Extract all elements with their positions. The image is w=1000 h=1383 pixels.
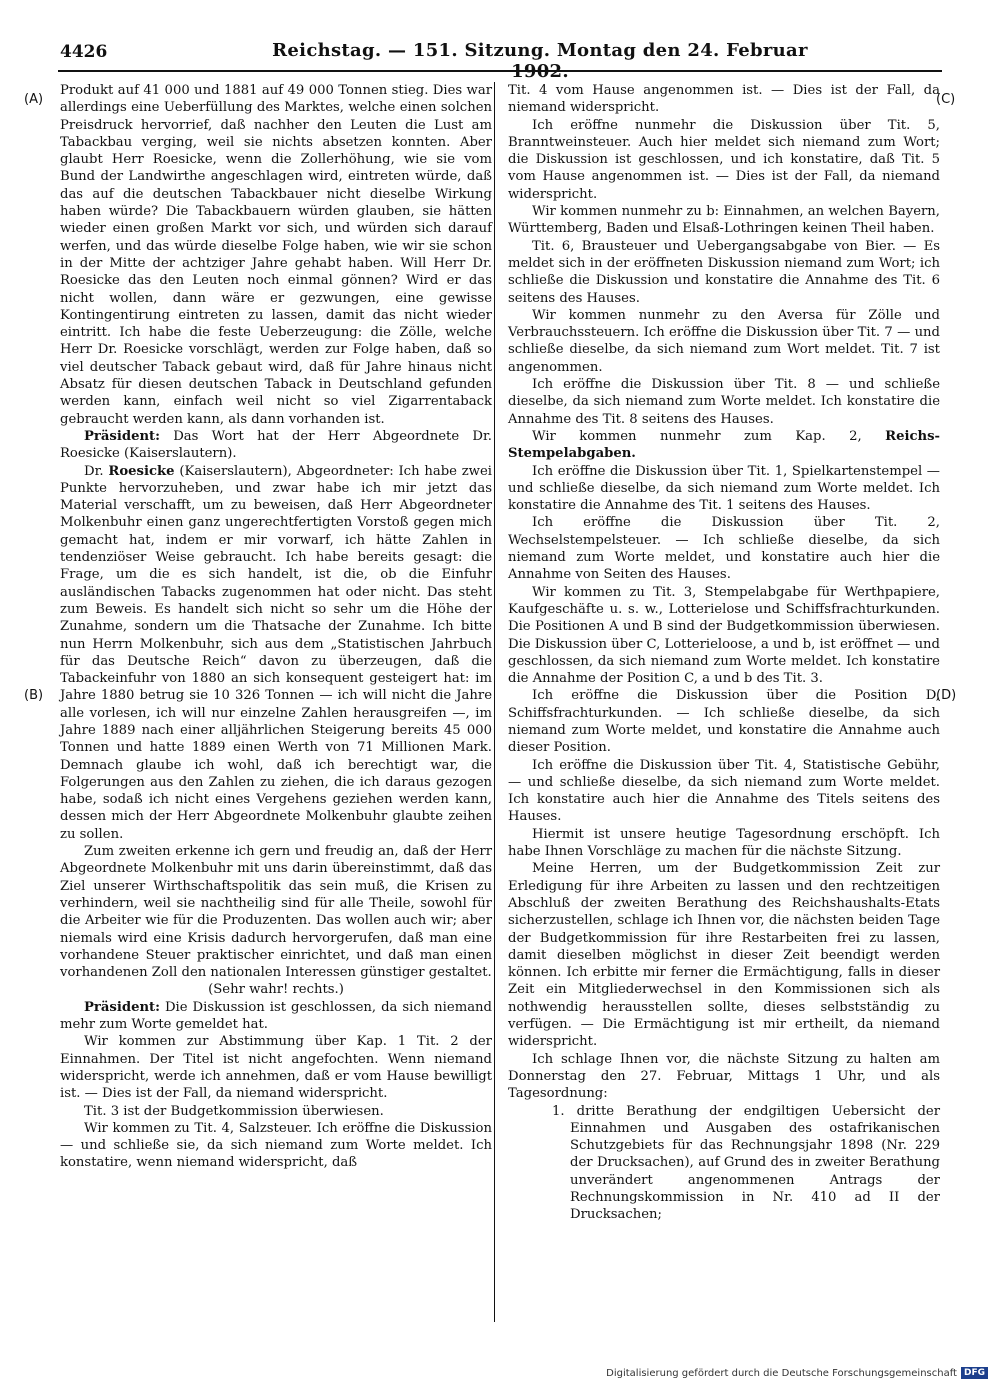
paragraph: Präsident: Die Diskussion ist geschlossen, da sich niemand mehr zum Worte gemeldet hat. xyxy=(60,999,492,1033)
paragraph: Tit. 6, Brausteuer und Uebergangsabgabe von Bier. — Es meldet sich in der eröffneten Diskussion niemand zum Wort; ich schließe die Diskussion und konstatire die Annahme des Tit. 6 seitens des Hauses. xyxy=(508,238,940,306)
paragraph: Ich eröffne die Diskussion über Tit. 4, Statistische Gebühr, — und schließe dieselbe, da sich niemand zum Worte meldet. Ich konstatire auch hier die Annahme des Titels seitens des Hauses. xyxy=(508,757,940,825)
margin-marker-d: (D) xyxy=(936,688,957,703)
paragraph: Ich eröffne die Diskussion über die Position D, Schiffsfrachturkunden. — Ich schließe dieselbe, da sich niemand zum Worte meldet, und konstatire die Annahme auch dieser Position. xyxy=(508,688,940,756)
dfg-logo-icon: DFG xyxy=(961,1367,988,1379)
speaker-name: Präsident: xyxy=(84,999,161,1015)
speaker-name: Roesicke xyxy=(108,463,175,479)
paragraph: Tit. 3 ist der Budgetkommission überwiesen. xyxy=(84,1103,384,1119)
paragraph: Wir kommen zur Abstimmung über Kap. 1 Tit. 2 der Einnahmen. Der Titel ist nicht angefochten. Wenn niemand widerspricht, werde ich annehmen, daß er vom Hause bewilligt ist. — Dies ist der Fall, da niemand widerspricht. xyxy=(60,1034,492,1102)
paragraph: Ich eröffne die Diskussion über Tit. 8 — und schließe dieselbe, da sich niemand zum Worte meldet. Ich konstatire die Annahme des Tit. 8 seitens des Hauses. xyxy=(508,377,940,427)
agenda-item: 1. dritte Berathung der endgiltigen Uebersicht der Einnahmen und Ausgaben des ostafrikanischen Schutzgebiets für das Rechnungsjahr 1898 (Nr. 229 der Drucksachen), auf Grund des in zweiter Berathung unverändert angenommenen Antrags der Rechnungskommission in Nr. 410 ad II der Drucksachen; xyxy=(552,1103,940,1223)
footer-text: Digitalisierung gefördert durch die Deutsche Forschungsgemeinschaft xyxy=(606,1367,957,1379)
margin-marker-b: (B) xyxy=(24,688,44,703)
paragraph: Wir kommen zu Tit. 4, Salzsteuer. Ich eröffne die Diskussion — und schließe sie, da sich niemand zum Worte meldet. Ich konstatire, wenn niemand widerspricht, daß xyxy=(60,1120,492,1171)
paragraph: Wir kommen zu Tit. 3, Stempelabgabe für Werthpapiere, Kaufgeschäfte u. s. w., Lotterielose und Schiffsfrachturkunden. Die Positionen A und B sind der Budgetkommission überwiesen. Die Diskussion über C, Lotterieloose, a und b, ist eröffnet — und geschlossen, da sich niemand zum Worte meldet. Ich konstatire die Annahme der Position C, a und b des Tit. 3. xyxy=(508,584,940,687)
paragraph: Präsident: Das Wort hat der Herr Abgeordnete Dr. Roesicke (Kaiserslautern). xyxy=(60,428,492,462)
margin-marker-a: (A) xyxy=(24,92,44,107)
paragraph: Wir kommen nunmehr zu den Aversa für Zölle und Verbrauchssteuern. Ich eröffne die Diskussion über Tit. 7 — und schließe dieselbe, da sich niemand zum Wort meldet. Tit. 7 ist angenommen. xyxy=(508,307,940,375)
speaker-name: Präsident: xyxy=(84,428,161,444)
left-column xyxy=(60,82,492,1172)
paragraph: Wir kommen nunmehr zum Kap. 2, Reichs-Stempelabgaben. xyxy=(508,428,940,462)
paragraph: Tit. 4 vom Hause angenommen ist. — Dies ist der Fall, da niemand widerspricht. xyxy=(508,83,940,116)
paragraph: Hiermit ist unsere heutige Tagesordnung erschöpft. Ich habe Ihnen Vorschläge zu machen für die nächste Sitzung. xyxy=(508,826,940,860)
page-header xyxy=(60,40,940,82)
margin-marker-c: (C) xyxy=(936,92,956,107)
paragraph: Zum zweiten erkenne ich gern und freudig an, daß der Herr Abgeordnete Molkenbuhr mit uns darin übereinstimmt, daß das Ziel unserer Wirthschaftspolitik das sein muß, die Krisen zu verhindern, weil sie nachtheilig sind für alle Theile, sowohl für die Arbeiter wie für die Produzenten. Das wollen auch wir; aber niemals wird eine Krisis dadurch hervorgerufen, daß man eine vorhandene Steuer praktischer einrichtet, und daß man einen vorhandenen Zoll den nationalen Interessen günstiger gestaltet. xyxy=(60,844,492,981)
paragraph: Ich eröffne nunmehr die Diskussion über Tit. 5, Branntweinsteuer. Auch hier meldet sich niemand zum Wort; die Diskussion ist geschlossen, und ich konstatire, daß Tit. 5 vom Hause angenommen ist. — Dies ist der Fall, da niemand widerspricht. xyxy=(508,117,940,202)
paragraph: Wir kommen nunmehr zu b: Einnahmen, an welchen Bayern, Württemberg, Baden und Elsaß-Lothringen keinen Theil haben. xyxy=(508,204,940,237)
paragraph: Ich eröffne die Diskussion über Tit. 1, Spielkartenstempel — und schließe dieselbe, da sich niemand zum Worte meldet. Ich konstatire die Annahme des Tit. 1 seitens des Hauses. xyxy=(508,463,940,514)
page-number: 4426 xyxy=(60,42,108,62)
column-divider xyxy=(494,82,495,1322)
header-rule xyxy=(58,70,942,72)
right-column xyxy=(508,82,940,1224)
interjection: (Sehr wahr! rechts.) xyxy=(208,982,344,998)
paragraph: Ich eröffne die Diskussion über Tit. 2, Wechselstempelsteuer. — Ich schließe dieselbe, da sich niemand zum Worte meldet, und konstatire auch hier die Annahme von Seiten des Hauses. xyxy=(508,515,940,583)
paragraph: Dr. Roesicke (Kaiserslautern), Abgeordneter: Ich habe zwei Punkte hervorzuheben, und zwar habe ich mir jetzt das Material verschafft, um zu beweisen, daß Herr Abgeordneter Molkenbuhr einen ganz ungerechtfertigten Vorstoß gegen mich gemacht hat, indem er mir vorwarf, ich hätte Zahlen in tendenziöser Weise gebraucht. Ich habe bereits gesagt: die Frage, um die es sich handelt, ist die, ob die Einfuhr ausländischen Tabacks zugenommen hat oder nicht. Das steht zum Beweis. Es handelt sich nicht so sehr um die Höhe der Zunahme, sondern um die Thatsache der Zunahme. Ich bitte nun Herrn Molkenbuhr, sich aus dem „Statistischen Jahrbuch für das Deutsche Reich“ davon zu überzeugen, daß die Tabackeinfuhr von 1880 an sich konsequent gesteigert hat: im Jahre 1880 betrug sie 10 326 Tonnen — ich will nicht die Jahre alle vorlesen, ich will nur einzelne Zahlen herausgreifen —, im Jahre 1889 nach einer alljährlichen Steigerung bereits 45 000 Tonnen und hatte 1889 einen Werth von 71 Millionen Mark. Demnach glaube ich wohl, daß ich berechtigt war, die Folgerungen aus den Zahlen zu ziehen, die ich daraus gezogen habe, sodaß ich nicht eines Vergehens geziehen werden kann, dessen mich der Herr Abgeordnete Molkenbuhr glaubte zeihen zu sollen. xyxy=(60,463,492,842)
paragraph: Meine Herren, um der Budgetkommission Zeit zur Erledigung für ihre Arbeiten zu lassen und den rechtzeitigen Abschluß der zweiten Berathung des Reichshaushalts-Etats sicherzustellen, schlage ich Ihnen vor, die nächsten beiden Tage der Budgetkommission für ihre Restarbeiten frei zu lassen, damit dieselben möglichst in dieser Zeit beendigt werden können. Ich erbitte mir ferner die Ermächtigung, falls in dieser Zeit ein Mitgliederwechsel in den Kommissionen sich als nothwendig herausstellen sollte, dieses selbstständig zu verfügen. — Die Ermächtigung ist mir ertheilt, da niemand widerspricht. xyxy=(508,861,940,1050)
page-title: Reichstag. — 151. Sitzung. Montag den 24. Februar 1902. xyxy=(272,40,808,82)
footer-credit xyxy=(606,1367,988,1379)
paragraph: Ich schlage Ihnen vor, die nächste Sitzung zu halten am Donnerstag den 27. Februar, Mittags 1 Uhr, und als Tagesordnung: xyxy=(508,1051,940,1102)
paragraph: Produkt auf 41 000 und 1881 auf 49 000 Tonnen stieg. Dies war allerdings eine Ueberfüllung des Marktes, welche einen solchen Preisdruck hervorrief, daß nachher den Leuten die Lust am Tabackbau verging, weil sie nichts absetzen konnten. Aber glaubt Herr Roesicke, wenn die Zollerhöhung, wie sie vom Bund der Landwirthe angeschlagen wird, eintreten würde, daß das auf die deutschen Tabackbauer nicht dieselbe Wirkung haben würde? Die Tabackbauern würden glauben, sie hätten wieder einen großen Markt vor sich, und würden sich darauf werfen, und das würde dieselbe Folge haben, wie wir sie schon in der Mitte der achtziger Jahre gehabt haben. Will Herr Dr. Roesicke das den Leuten noch einmal gönnen? Wird er das nicht wollen, dann wäre er gezwungen, eine gewisse Kontingentirung eintreten zu lassen, damit das nicht wieder eintritt. Ich habe die feste Ueberzeugung: die Zölle, welche Herr Dr. Roesicke vorschlägt, werden zur Folge haben, daß so viel deutscher Taback gebaut wird, daß für Jahre hinaus nicht Absatz für diesen deutschen Taback in Deutschland gefunden werden kann, einfach weil nicht so viel Zigarrentaback gebraucht werden kann, als dann vorhanden ist. xyxy=(60,83,492,427)
section-heading: Reichs-Stempelabgaben. xyxy=(508,428,940,462)
